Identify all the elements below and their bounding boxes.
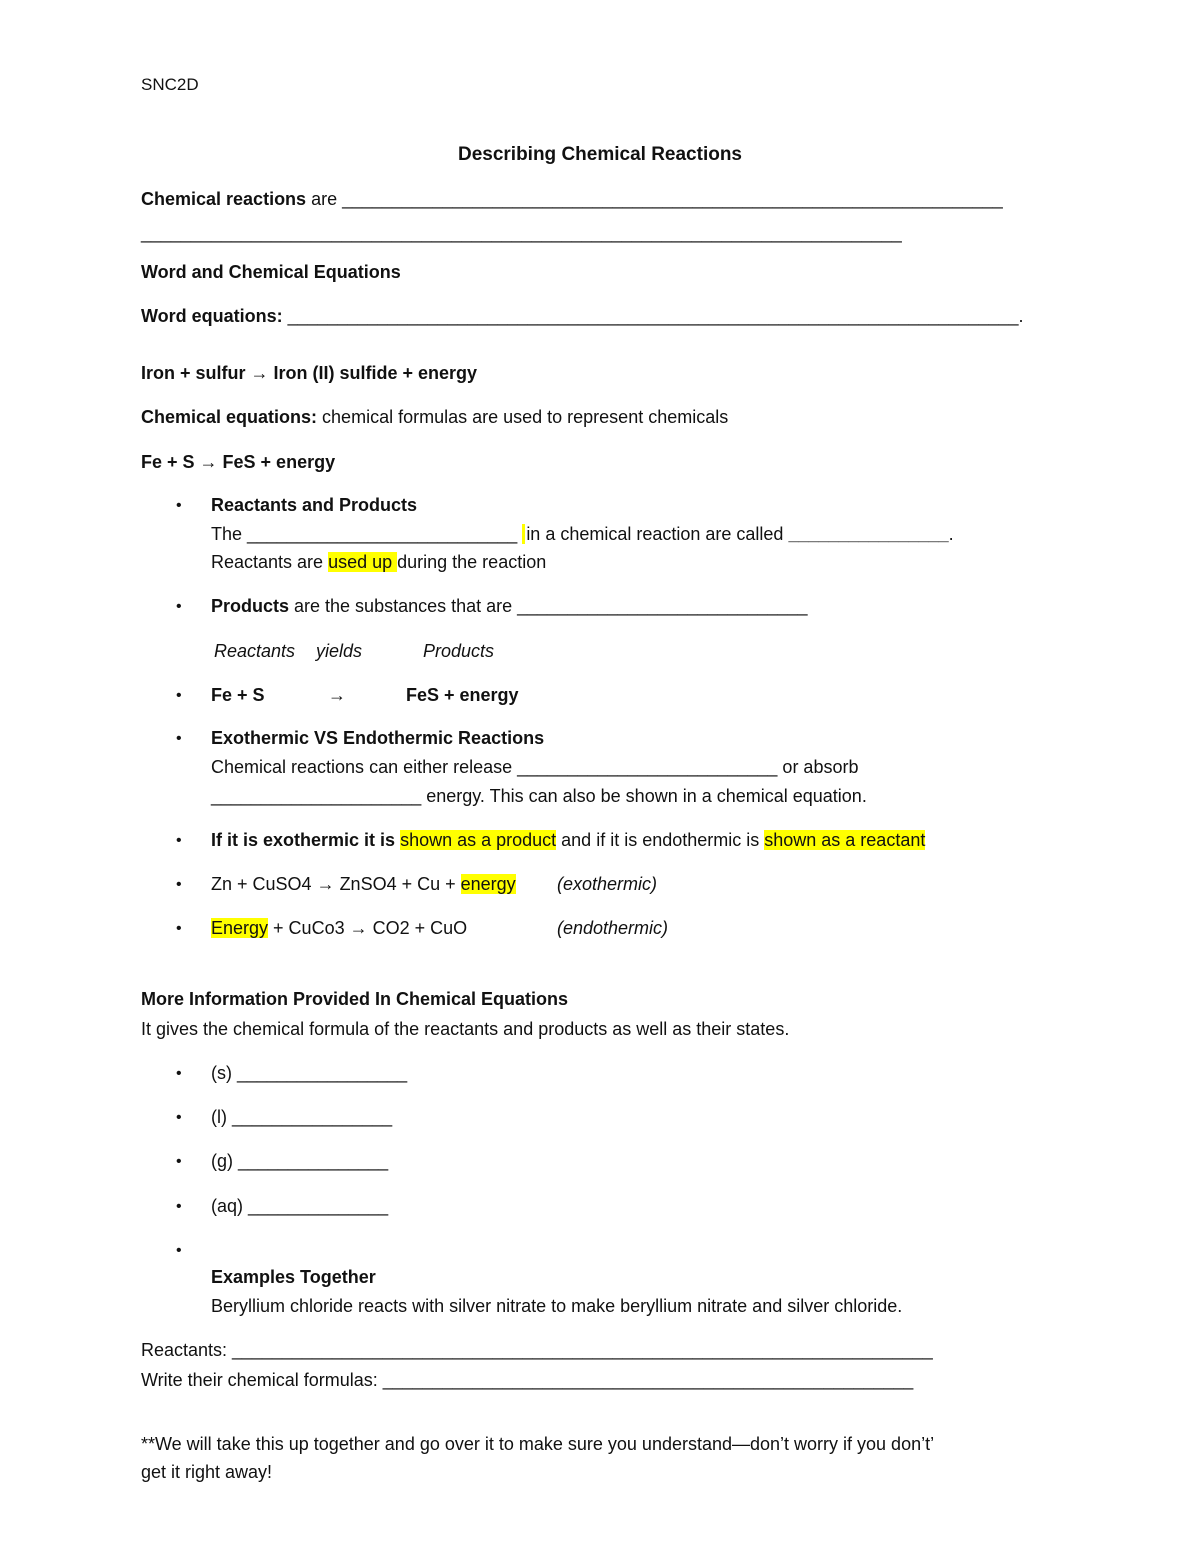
eq2-right: FeS + energy — [217, 452, 336, 472]
bullet-icon: • — [176, 1109, 182, 1126]
bullet-icon: • — [176, 920, 182, 937]
eq1-left: Iron + sulfur — [141, 363, 251, 383]
exo-line-2: _____________________ energy. This can also be shown in a chemical equation. — [211, 786, 867, 806]
intro-blank-2: ____________________________________________________________________________ — [141, 223, 902, 243]
reactants-definition — [211, 523, 954, 545]
rule-highlight-reactant: shown as a reactant — [764, 830, 926, 850]
zn-energy-highlight: energy — [460, 874, 516, 894]
en-right: CO2 + CuO — [367, 918, 468, 938]
intro-line — [141, 188, 1003, 210]
zn-right: ZnSO4 + Cu + — [334, 874, 461, 894]
reactants-products-heading: Reactants and Products — [211, 495, 418, 515]
note-line-2: get it right away! — [141, 1462, 273, 1482]
intro-are: are — [306, 189, 343, 209]
products-text: are the substances that are _____________________________ — [289, 596, 808, 616]
course-code: SNC2D — [141, 75, 199, 94]
en-energy-highlight: Energy — [211, 918, 269, 938]
word-equation-example — [141, 362, 477, 384]
rp-blank: ________________ — [788, 524, 949, 544]
chemical-equations-line — [141, 406, 728, 428]
chemical-equations-text: chemical formulas are used to represent chemicals — [317, 407, 729, 427]
arrow-icon: → — [250, 363, 269, 383]
rule-highlight-product: shown as a product — [400, 830, 557, 850]
exothermic-tag: (exothermic) — [557, 874, 658, 894]
bullet-icon: • — [176, 1242, 182, 1259]
bullet-icon: • — [176, 687, 182, 704]
rp-line2-b: during the reaction — [397, 552, 547, 572]
chemical-equations-label: Chemical equations: — [141, 407, 318, 427]
bullet-icon: • — [176, 497, 182, 514]
bullet-icon: • — [176, 730, 182, 747]
more-info-text: It gives the chemical formula of the reactants and products as well as their states. — [141, 1019, 790, 1039]
ryp-products: Products — [423, 641, 495, 661]
endo-equation — [211, 917, 467, 939]
reactants-used-up — [211, 551, 546, 573]
rp-the: The ___________________________ — [211, 524, 523, 544]
zn-left: Zn + CuSO4 — [211, 874, 317, 894]
intro-blank-1: __________________________________________________________________ — [342, 189, 1003, 209]
formulas-blank: Write their chemical formulas: _____________________________________________________ — [141, 1370, 914, 1390]
fe-left: Fe + S — [211, 685, 265, 705]
exo-endo-heading: Exothermic VS Endothermic Reactions — [211, 728, 545, 748]
rp-mid: in a chemical reaction are called — [522, 524, 788, 544]
ryp-yields: yields — [316, 641, 363, 661]
word-equations-label: Word equations: — [141, 306, 283, 326]
examples-text: Beryllium chloride reacts with silver nitrate to make beryllium nitrate and silver chloride. — [211, 1296, 903, 1316]
rp-line2-a: Reactants are — [211, 552, 329, 572]
eq2-left: Fe + S — [141, 452, 200, 472]
arrow-icon: → — [316, 874, 335, 894]
fe-right: FeS + energy — [406, 685, 519, 705]
bullet-icon: • — [176, 1153, 182, 1170]
bullet-icon: • — [176, 598, 182, 615]
examples-heading: Examples Together — [211, 1267, 376, 1287]
word-equations-line — [141, 305, 1023, 327]
page-title: Describing Chemical Reactions — [457, 144, 743, 165]
arrow-icon: → — [199, 452, 218, 472]
rule-a: If it is exothermic it is — [211, 830, 401, 850]
exo-endo-rule — [211, 829, 925, 851]
zn-equation — [211, 873, 516, 895]
rule-b: and if it is endothermic is — [556, 830, 765, 850]
note-line-1: **We will take this up together and go over it to make sure you understand—don’t worry if you don’t’ — [141, 1434, 935, 1454]
exo-line-1: Chemical reactions can either release __________________________ or absorb — [211, 757, 859, 777]
eq1-right: Iron (II) sulfide + energy — [268, 363, 478, 383]
reactants-blank: Reactants: ______________________________________________________________________ — [141, 1340, 933, 1360]
section-heading-equations: Word and Chemical Equations — [141, 262, 401, 282]
intro-label: Chemical reactions — [141, 189, 307, 209]
state-gas: (g) _______________ — [211, 1151, 389, 1171]
state-liquid: (l) ________________ — [211, 1107, 393, 1127]
products-label: Products — [211, 596, 290, 616]
arrow-icon: → — [328, 685, 346, 705]
arrow-icon: → — [349, 918, 368, 938]
rp-period: . — [948, 524, 954, 544]
products-line — [211, 595, 807, 617]
en-left: + CuCo3 — [268, 918, 350, 938]
state-aqueous: (aq) ______________ — [211, 1196, 389, 1216]
rp-line2-highlight: used up — [328, 552, 398, 572]
state-solid: (s) _________________ — [211, 1063, 408, 1083]
bullet-icon: • — [176, 876, 182, 893]
bullet-icon: • — [176, 1065, 182, 1082]
ryp-reactants: Reactants — [214, 641, 296, 661]
endothermic-tag: (endothermic) — [557, 918, 669, 938]
section-heading-more-info: More Information Provided In Chemical Equations — [141, 989, 569, 1009]
bullet-icon: • — [176, 1198, 182, 1215]
bullet-icon: • — [176, 832, 182, 849]
word-equations-blank: _________________________________________________________________________. — [282, 306, 1024, 326]
chemical-equation-example — [141, 451, 335, 473]
